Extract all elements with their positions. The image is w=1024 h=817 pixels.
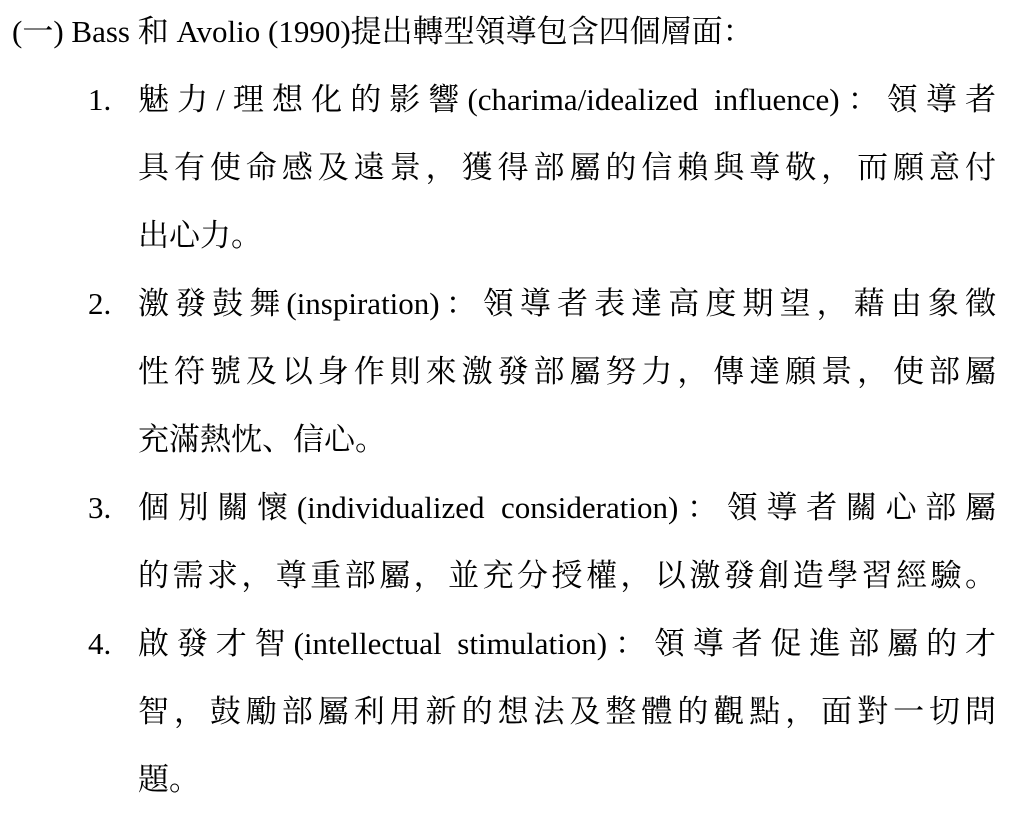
item-line: 魅力/理想化的影響(charima/idealized influence)：領導者 [138, 82, 996, 117]
item-line: 激發鼓舞(inspiration)：領導者表達高度期望，藉由象徵 [138, 286, 996, 321]
item-line: 出心力。 [138, 218, 262, 253]
item-line: 個別關懷(individualized consideration)：領導者關心部屬 [138, 490, 996, 525]
item-line: 性符號及以身作則來激發部屬努力，傳達願景，使部屬 [138, 354, 996, 389]
item-number: 4. [88, 626, 112, 661]
item-number: 1. [88, 82, 112, 117]
item-line: 的需求，尊重部屬，並充分授權，以激發創造學習經驗。 [138, 558, 996, 593]
section-heading: (一) Bass 和 Avolio (1990)提出轉型領導包含四個層面： [12, 14, 754, 49]
item-line: 充滿熱忱、信心。 [138, 422, 386, 457]
item-line: 智，鼓勵部屬利用新的想法及整體的觀點，面對一切問 [138, 694, 996, 729]
item-number: 2. [88, 286, 112, 321]
item-line: 題。 [138, 762, 200, 797]
item-number: 3. [88, 490, 112, 525]
item-line: 具有使命感及遠景，獲得部屬的信賴與尊敬，而願意付 [138, 150, 996, 185]
item-line: 啟發才智(intellectual stimulation)：領導者促進部屬的才 [138, 626, 996, 661]
